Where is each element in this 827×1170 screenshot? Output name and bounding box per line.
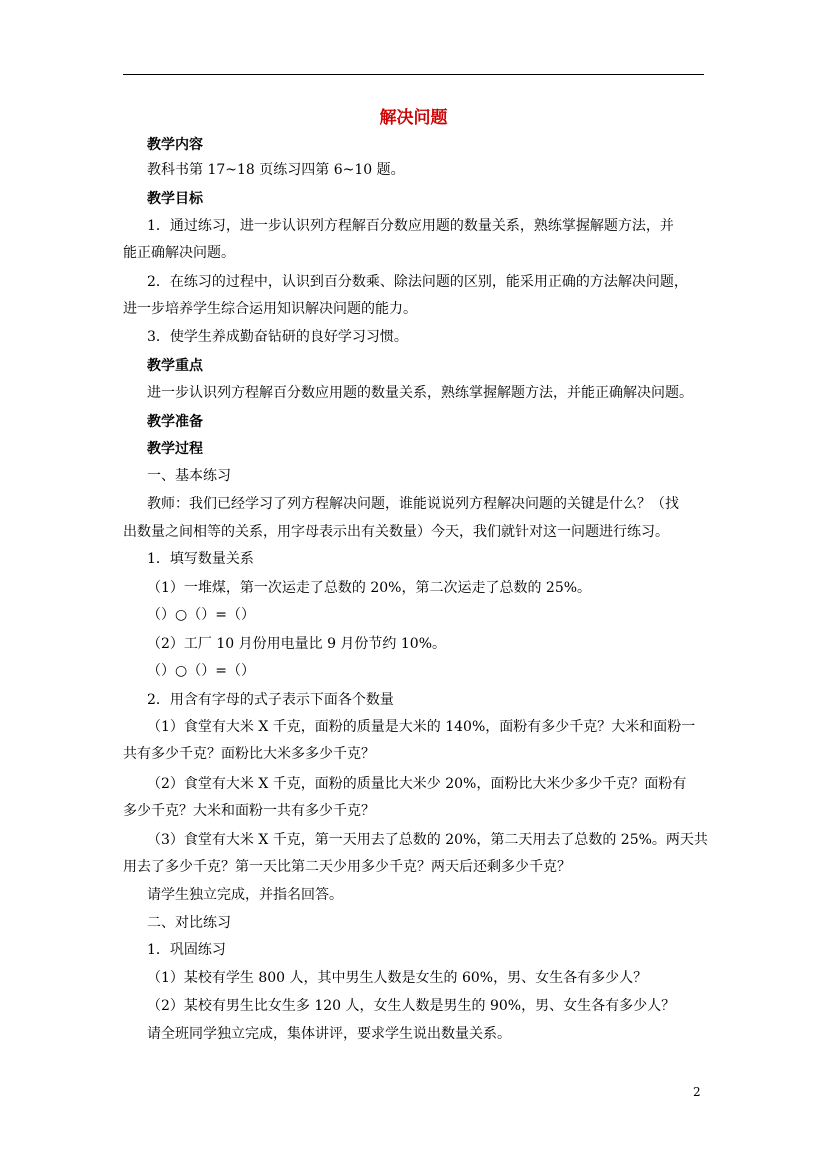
body-text-line: （1）某校有学生 800 人，其中男生人数是女生的 60%，男、女生各有多少人？: [147, 970, 648, 986]
body-text-line: （3）食堂有大米 X 千克，第一天用去了总数的 20%，第二天用去了总数的 25%。两天共: [147, 832, 708, 848]
section-heading: 教学准备: [147, 414, 203, 430]
header-rule: [123, 74, 704, 75]
body-text-line: 1．填写数量关系: [147, 551, 254, 567]
body-text-line: （）○（）=（）: [147, 663, 255, 679]
body-text-line: 2．在练习的过程中，认识到百分数乘、除法问题的区别，能采用正确的方法解决问题，: [147, 274, 688, 290]
body-text-line: 用去了多少千克？第一天比第二天少用多少千克？两天后还剩多少千克？: [123, 859, 571, 875]
body-text-line: 共有多少千克？面粉比大米多多少千克？: [123, 746, 375, 762]
section-heading: 教学重点: [147, 358, 203, 374]
body-text-line: 1．巩固练习: [147, 942, 226, 958]
body-text-line: 请全班同学独立完成，集体讲评，要求学生说出数量关系。: [147, 1026, 511, 1042]
body-text-line: 教科书第 17~18 页练习四第 6~10 题。: [147, 162, 405, 178]
body-text-line: 3．使学生养成勤奋钻研的良好学习习惯。: [147, 329, 408, 345]
section-heading: 教学过程: [147, 441, 203, 457]
body-text-line: 教师：我们已经学习了列方程解决问题，谁能说说列方程解决问题的关键是什么？（找: [147, 496, 679, 512]
body-text-line: 一、基本练习: [147, 468, 231, 484]
body-text-line: （1）一堆煤，第一次运走了总数的 20%，第二次运走了总数的 25%。: [147, 580, 592, 596]
body-text-line: （2）某校有男生比女生多 120 人，女生人数是男生的 90%，男、女生各有多少人？: [147, 998, 676, 1014]
section-heading: 教学目标: [147, 191, 203, 207]
body-text-line: 多少千克？大米和面粉一共有多少千克？: [123, 803, 375, 819]
body-text-line: （2）食堂有大米 X 千克，面粉的质量比大米少 20%，面粉比大米少多少千克？面粉有: [147, 776, 687, 792]
body-text-line: 进一步培养学生综合运用知识解决问题的能力。: [123, 301, 417, 317]
page-title: 解决问题: [379, 108, 448, 128]
body-text-line: 1．通过练习，进一步认识列方程解百分数应用题的数量关系，熟练掌握解题方法，并: [147, 218, 674, 234]
section-heading: 教学内容: [147, 137, 203, 153]
body-text-line: （2）工厂 10 月份用电量比 9 月份节约 10%。: [147, 636, 446, 652]
body-text-line: 能正确解决问题。: [123, 245, 235, 261]
body-text-line: 进一步认识列方程解百分数应用题的数量关系，熟练掌握解题方法，并能正确解决问题。: [147, 385, 693, 401]
body-text-line: 2．用含有字母的式子表示下面各个数量: [147, 692, 394, 708]
body-text-line: 出数量之间相等的关系，用字母表示出有关数量）今天，我们就针对这一问题进行练习。: [123, 524, 669, 540]
page-number: 2: [693, 1085, 701, 1099]
body-text-line: 请学生独立完成，并指名回答。: [147, 887, 343, 903]
body-text-line: （）○（）=（）: [147, 607, 255, 623]
body-text-line: 二、对比练习: [147, 915, 231, 931]
body-text-line: （1）食堂有大米 X 千克，面粉的质量是大米的 140%，面粉有多少千克？大米和面粉一: [147, 719, 696, 735]
